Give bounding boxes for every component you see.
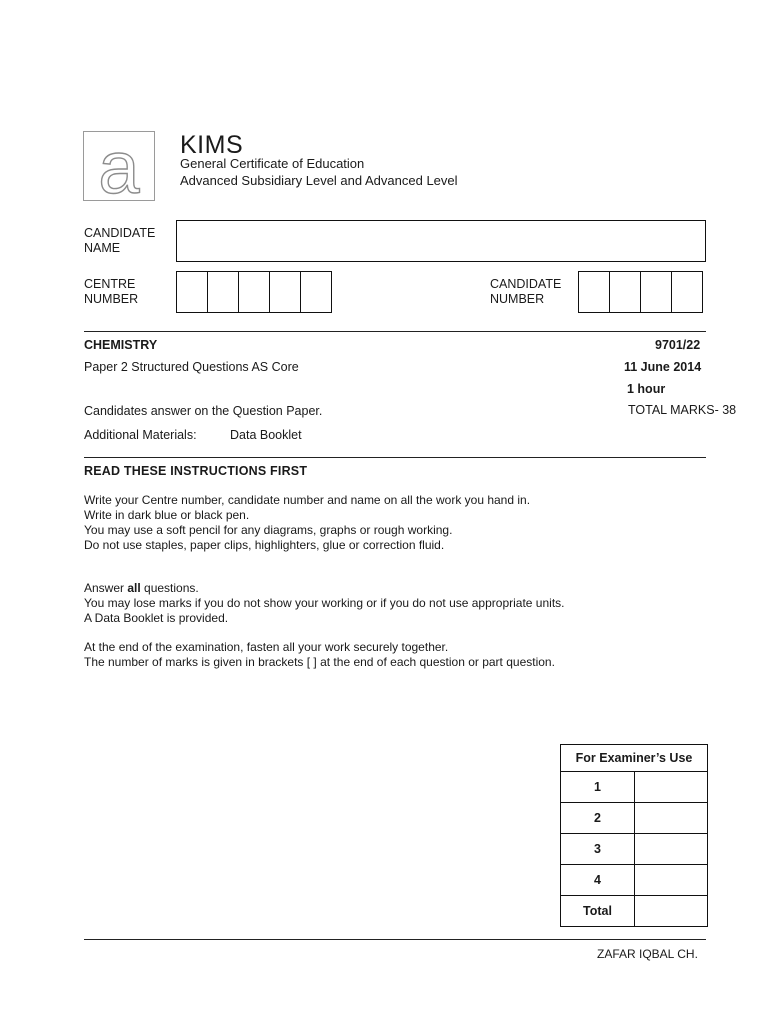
divider: [84, 331, 706, 332]
digit-box[interactable]: [207, 271, 239, 313]
instructions-heading: READ THESE INSTRUCTIONS FIRST: [84, 464, 308, 478]
instructions-block-2: [84, 581, 704, 626]
exam-duration: 1 hour: [627, 382, 666, 396]
marks-cell[interactable]: [635, 834, 708, 865]
digit-box[interactable]: [300, 271, 332, 313]
footer-divider: [84, 939, 706, 940]
logo-letter: a: [98, 132, 140, 200]
question-number: 3: [561, 834, 635, 865]
table-row: [561, 865, 708, 896]
instruction-line: The number of marks is given in brackets [ ] at the end of each question or part question.: [84, 655, 555, 669]
table-row: [561, 834, 708, 865]
candidate-number-label: CANDIDATE NUMBER: [490, 277, 562, 306]
table-row: [561, 772, 708, 803]
centre-number-field[interactable]: [176, 271, 332, 313]
logo: [83, 131, 155, 201]
examiner-table-header: For Examiner’s Use: [561, 745, 708, 772]
digit-box[interactable]: [238, 271, 270, 313]
centre-number-label: CENTRE NUMBER: [84, 277, 139, 306]
instruction-line: At the end of the examination, fasten all your work securely together.: [84, 640, 449, 654]
logo-letter-icon: [84, 132, 154, 200]
table-row: [561, 803, 708, 834]
total-label: Total: [561, 896, 635, 927]
digit-box[interactable]: [609, 271, 641, 313]
materials-label: Additional Materials:: [84, 428, 197, 442]
question-number: 2: [561, 803, 635, 834]
total-marks-cell[interactable]: [635, 896, 708, 927]
paper-code: 9701/22: [655, 338, 701, 352]
marks-cell[interactable]: [635, 772, 708, 803]
answer-location: Candidates answer on the Question Paper.: [84, 404, 323, 418]
footer-author: ZAFAR IQBAL CH.: [597, 947, 698, 961]
digit-box[interactable]: [578, 271, 610, 313]
instruction-line: A Data Booklet is provided.: [84, 611, 229, 625]
instruction-line: Write your Centre number, candidate number and name on all the work you hand in.: [84, 493, 531, 507]
marks-cell[interactable]: [635, 865, 708, 896]
level-line: Advanced Subsidiary Level and Advanced Level: [180, 173, 458, 188]
question-number: 4: [561, 865, 635, 896]
table-row: [561, 896, 708, 927]
instructions-block-3: [84, 640, 704, 670]
digit-box[interactable]: [671, 271, 703, 313]
total-marks: TOTAL MARKS- 38: [628, 403, 737, 417]
divider: [84, 457, 706, 458]
candidate-number-field[interactable]: [578, 271, 703, 313]
digit-box[interactable]: [640, 271, 672, 313]
instruction-line: You may use a soft pencil for any diagrams, graphs or rough working.: [84, 523, 453, 537]
candidate-name-label: CANDIDATE NAME: [84, 226, 156, 255]
candidate-name-field[interactable]: [176, 220, 706, 262]
question-number: 1: [561, 772, 635, 803]
exam-date: 11 June 2014: [624, 360, 702, 374]
instruction-line: You may lose marks if you do not show your working or if you do not use appropriate units.: [84, 596, 565, 610]
certificate-line: General Certificate of Education: [180, 156, 365, 171]
instructions-block-1: [84, 493, 704, 553]
org-name: KIMS: [180, 131, 244, 159]
instruction-line: Answer all questions.: [84, 581, 199, 595]
digit-box[interactable]: [176, 271, 208, 313]
paper-title: Paper 2 Structured Questions AS Core: [84, 360, 299, 374]
instruction-line: Write in dark blue or black pen.: [84, 508, 250, 522]
materials-value: Data Booklet: [230, 428, 302, 442]
subject: CHEMISTRY: [84, 338, 158, 352]
digit-box[interactable]: [269, 271, 301, 313]
examiner-table: [560, 744, 708, 927]
marks-cell[interactable]: [635, 803, 708, 834]
instruction-line: Do not use staples, paper clips, highlighters, glue or correction fluid.: [84, 538, 445, 552]
